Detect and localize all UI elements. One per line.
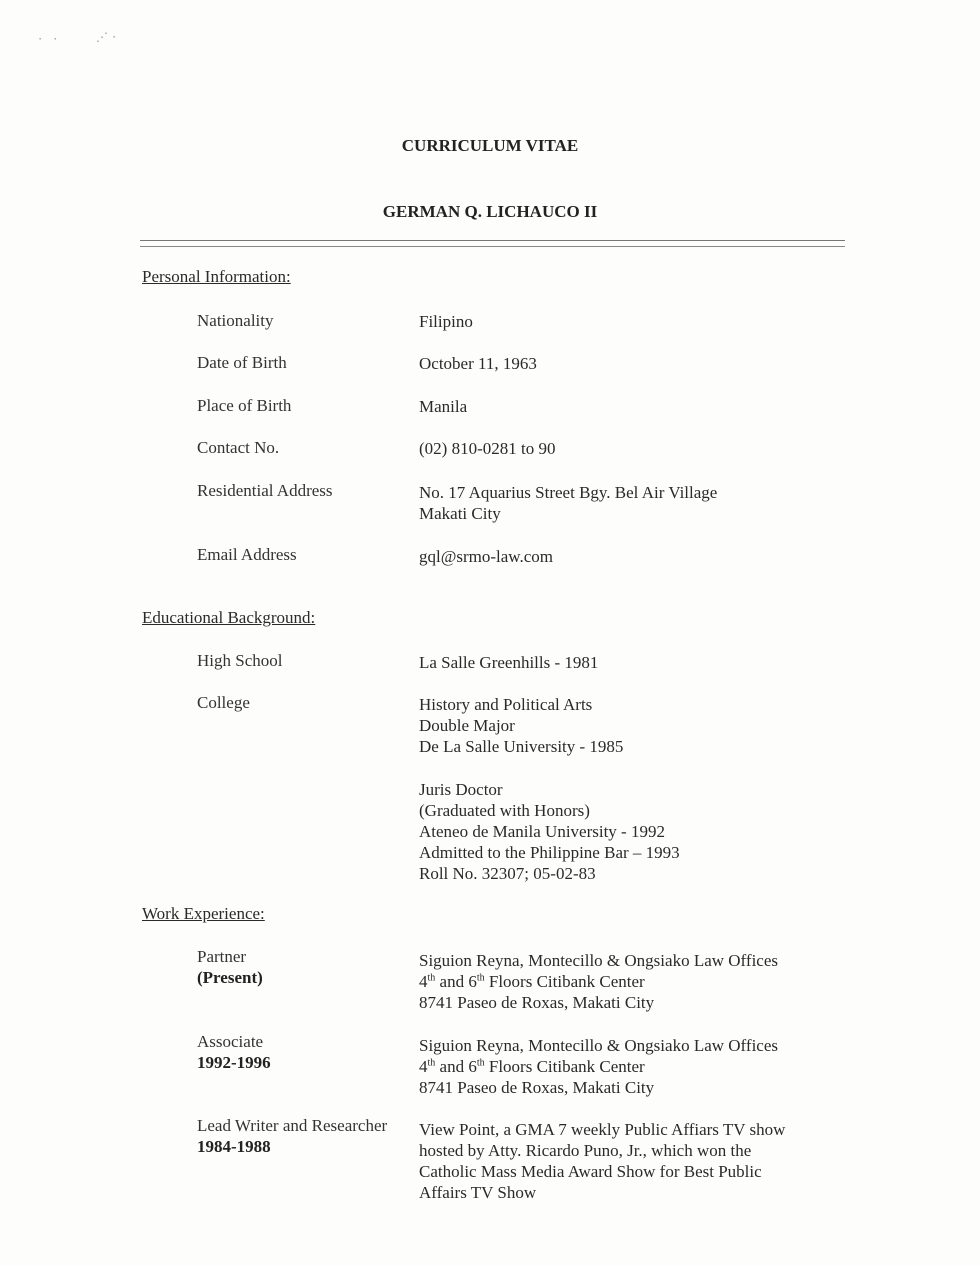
job-details: [419, 950, 778, 1013]
header-divider: [140, 240, 845, 247]
contact-label: Contact No.: [197, 438, 280, 457]
job-firm: Siguion Reyna, Montecillo & Ongsiako Law Offices: [419, 1036, 778, 1055]
law-school-value: [419, 779, 680, 884]
job-title: Researcher: [311, 1116, 388, 1135]
birth-place-value: Manila: [419, 397, 468, 416]
job-details: [419, 1119, 785, 1203]
job-street: 8741 Paseo de Roxas, Makati City: [419, 1078, 655, 1097]
address-line: Makati City: [419, 504, 501, 523]
job-description-line: Affairs TV Show: [419, 1183, 537, 1202]
document-title: CURRICULUM VITAE: [401, 136, 579, 155]
job-floor: 4th and 6th Floors Citibank Center: [419, 972, 645, 991]
college-line: Double Major: [419, 716, 515, 735]
contact-value: (02) 810-0281 to 90: [419, 439, 556, 458]
job-role: [197, 1115, 387, 1157]
section-personal-information: Personal Information:: [142, 267, 291, 286]
job-description-line: Catholic Mass Media Award Show for Best Public: [419, 1162, 762, 1181]
birth-date-value: October 11, 1963: [419, 354, 537, 373]
birth-place-label: Place of Birth: [197, 396, 292, 415]
job-period: 1992-1996: [197, 1053, 271, 1072]
section-work-experience: Work Experience:: [142, 904, 265, 923]
job-title: Lead Writer and: [197, 1116, 308, 1135]
law-line: Ateneo de Manila University - 1992: [419, 822, 665, 841]
job-role: [197, 946, 263, 988]
address-label: Residential Address: [197, 481, 333, 500]
job-period: (Present): [197, 968, 263, 987]
law-line: (Graduated with Honors): [419, 801, 590, 820]
job-description-line: View Point, a GMA 7 weekly Public Affiars TV show: [419, 1120, 786, 1139]
scan-speck: ⋅ ⋅: [38, 32, 62, 46]
high-school-label: High School: [197, 651, 283, 670]
job-street: 8741 Paseo de Roxas, Makati City: [419, 993, 655, 1012]
law-line: Roll No. 32307; 05-02-83: [419, 864, 596, 883]
college-line: De La Salle University - 1985: [419, 737, 624, 756]
section-educational-background: Educational Background:: [142, 608, 316, 627]
address-line: No. 17 Aquarius Street Bgy. Bel Air Village: [419, 483, 718, 502]
scan-speck: ⋰⋅: [96, 30, 121, 44]
birth-date-label: Date of Birth: [197, 353, 287, 372]
job-description-line: hosted by Atty. Ricardo Puno, Jr., which won the: [419, 1141, 752, 1160]
college-value: [419, 694, 623, 757]
email-label: Email Address: [197, 545, 297, 564]
job-period: 1984-1988: [197, 1137, 271, 1156]
job-role: [197, 1031, 271, 1073]
job-floor: 4th and 6th Floors Citibank Center: [419, 1057, 645, 1076]
law-line: Juris Doctor: [419, 780, 503, 799]
high-school-value: La Salle Greenhills - 1981: [419, 653, 599, 672]
nationality-value: Filipino: [419, 312, 473, 331]
nationality-label: Nationality: [197, 311, 274, 330]
job-title: Associate: [197, 1032, 264, 1051]
college-line: History and Political Arts: [419, 695, 593, 714]
law-line: Admitted to the Philippine Bar – 1993: [419, 843, 680, 862]
email-value: gql@srmo-law.com: [419, 547, 553, 566]
job-firm: Siguion Reyna, Montecillo & Ongsiako Law Offices: [419, 951, 778, 970]
job-details: [419, 1035, 778, 1098]
job-title: Partner: [197, 947, 247, 966]
address-value: [419, 482, 717, 524]
person-name: GERMAN Q. LICHAUCO II: [382, 202, 598, 221]
college-label: College: [197, 693, 250, 712]
